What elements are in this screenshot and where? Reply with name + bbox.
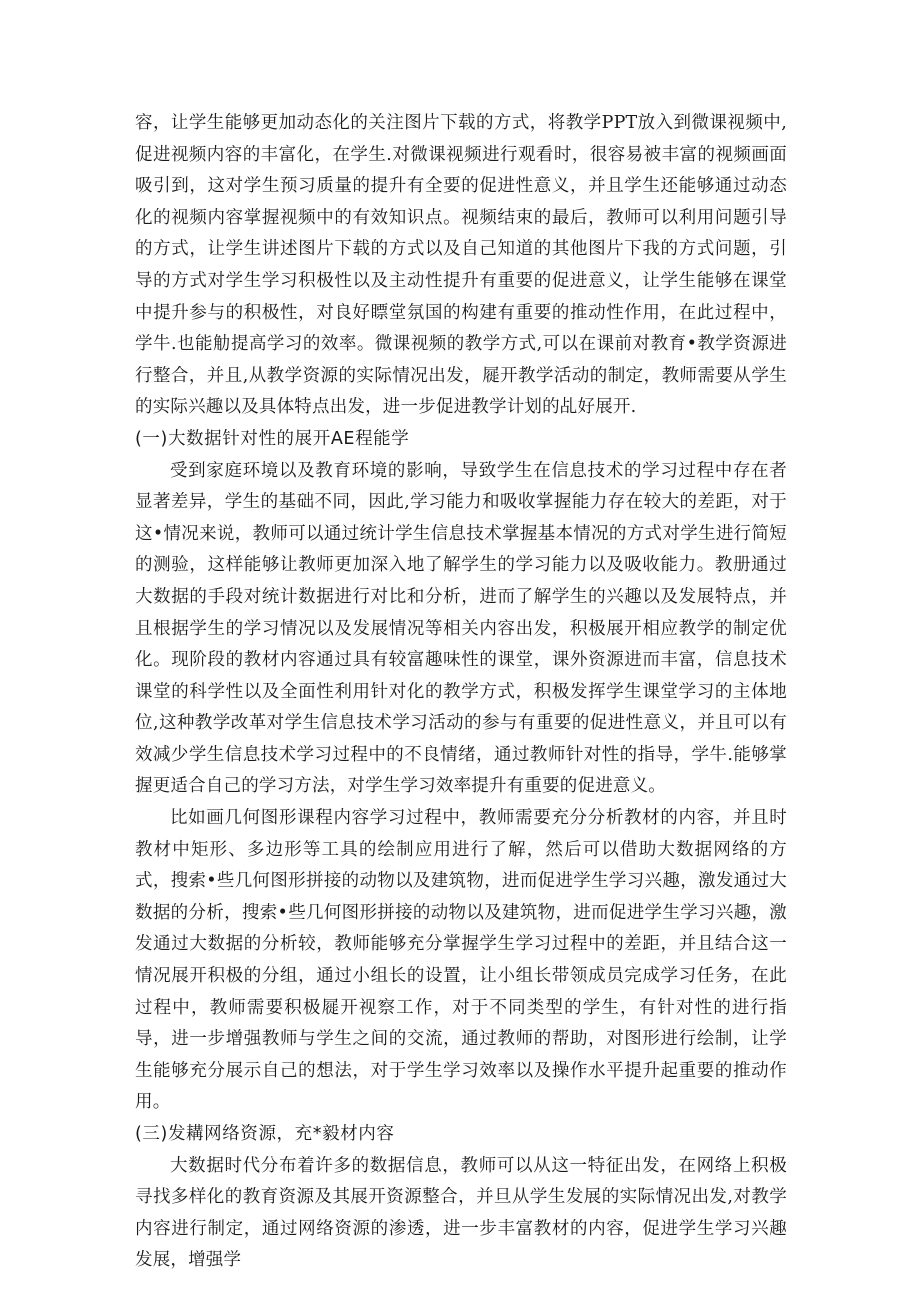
section-heading-2: (三)发耩网络资源，充*毅材内容 <box>135 1124 395 1144</box>
section-heading-1: (一)大数据针对性的展开AE程能学 <box>135 428 410 449</box>
body-paragraph-1: 容，让学生能够更加动态化的关注图片下载的方式，将教学PPT放入到微课视频中,促进视频内容的丰富化，在学生.对微课视频进行观看时，很容易被丰富的视频画面吸引到，这对学生预习质量的提升有全要的促进性意义，并且学生还能够通过动态化的视频内容掌握视频中的有效知识点。视频结束的最后，教师可以利用问题引导的方式，让学生讲述图片下载的方式以及自己知道的其他图片下我的方式问题，引导的方式对学生学习积极性以及主动性提升有重要的促进意义，让学生能够在课堂中提升参与的积极性，对良好瞟堂氛国的构建有重要的推动性作用，在此过程中，学牛.也能觔提高学习的效率。微课视频的教学方式,可以在课前对教育•教学资源进行整合，并且,从教学资源的实际情况出发，屣开教学活动的制定，教师需要从学生的实际兴趣以及具体特点出发，进一步促进教学计划的乩好展开. <box>135 113 787 418</box>
body-paragraph-2: 受到家庭环境以及教育环境的影响，导致学生在信息技术的学习过程中存在者显著差异，学生的基础不同，因此,学习能力和吸收掌握能力存在较大的差距，对于这•情况来说，教师可以通过统计学生信息技术掌握基本情况的方式对学生进行简短的测验，这样能够让教师更加深入地了解学生的学习能力以及吸收能力。教册通过大数据的手段对统计数据进行对比和分析，进而了解学生的兴趣以及发展特点，并且根据学生的学习情况以及发展情况等相关内容出发，积极展开相应教学的制定优化。现阶段的教材内容通过具有较富趣味性的课堂，课外资源进而丰富，信息技术课堂的科学性以及全面性利用针对化的教学方式，积极发挥学生课堂学习的主体地位,这种教学改革对学生信息技术学习活动的参与有重要的促进性意义，并且可以有效减少学生信息技术学习过程中的不良情绪，通过教师针对性的指导，学牛.能够掌握更适合自己的学习方法，对学生学习效率提升有重要的促进意义。 <box>135 460 787 797</box>
body-paragraph-4: 大数据时代分布着许多的数据信息，教师可以从这一特征出发，在网络上积极寻找多样化的教育资源及其展开资源整合，并旦从学生发展的实际情况出发,对教学内容进行制定，通过网络资源的渗透，进一步丰富教材的内容，促进学生学习兴趣发展，增强学 <box>135 1155 787 1271</box>
document-page <box>135 108 787 1277</box>
body-paragraph-3: 比如画几何图形课程内容学习过程中，教师需要充分分析教材的内容，并且时教材中矩形、多边形等工具的绘制应用进行了解，然后可以借助大数据网络的方式，搜索•些几何图形拼接的动物以及建筑物，进而促进学生学习兴趣，激发通过大数据的分析，搜索•些几何图形拼接的动物以及建筑物，进而促进学生学习兴趣，激发通过大数据的分析较，教师能够充分掌握学生学习过程中的差距，并且结合这一情况展开积极的分组，通过小组长的设置，让小组长带领成员完成学习任务，在此过程中，教师需要积极屣开视察工作，对于不同类型的学生，有针对性的进行指导，进一步增强教师与学生之间的交流，通过教师的帮助，对图形进行绘制，让学生能够充分展示自己的想法，对于学生学习效率以及操作水平提升起重要的推动作用。 <box>135 808 787 1113</box>
